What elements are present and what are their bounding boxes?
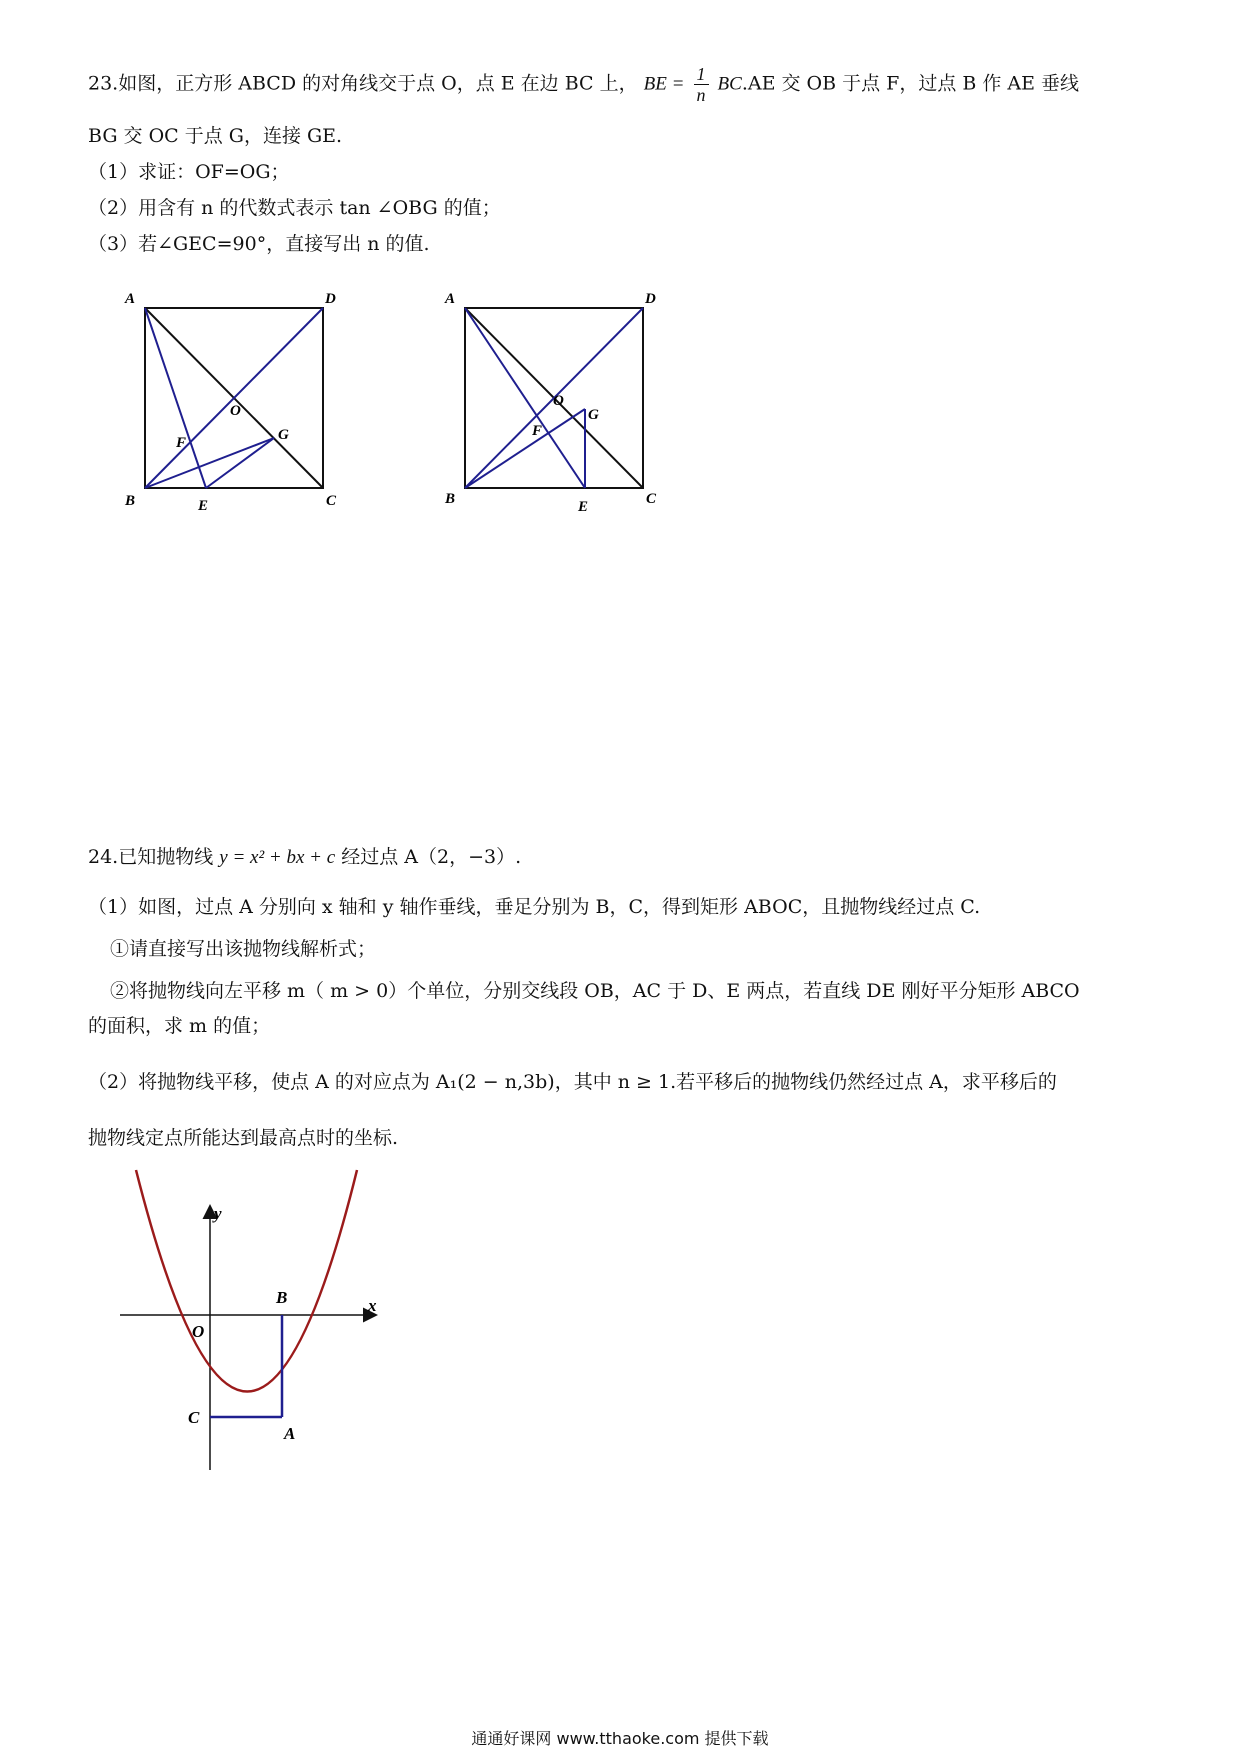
q23-fraction — [694, 64, 709, 105]
q24-equation: y = x² + bx + c — [219, 847, 336, 868]
fig1-label-o: O — [230, 403, 241, 419]
q24-part2-b: 抛物线定点所能达到最高点时的坐标. — [88, 1127, 399, 1149]
axis-label-y: y — [214, 1204, 222, 1223]
segment-ae-2 — [465, 308, 585, 488]
label-b: B — [276, 1288, 288, 1307]
q23-frac-num: 1 — [694, 64, 709, 85]
segment-ae — [145, 308, 206, 488]
fig2-label-g: G — [588, 407, 599, 423]
fig1-label-b: B — [125, 493, 136, 509]
q23-text-a: 23.如图，正方形 ABCD 的对角线交于点 O，点 E 在边 BC 上， — [88, 72, 638, 95]
q24-part1: （1）如图，过点 A 分别向 x 轴和 y 轴作垂线，垂足分别为 B，C，得到矩形 ABOC，且抛物线经过点 C. — [88, 896, 981, 918]
q24-part1-ii-b: 的面积，求 m 的值； — [88, 1015, 271, 1037]
q23-frac-den: n — [696, 85, 706, 105]
fig2-label-e: E — [578, 499, 589, 515]
parabola-curve — [136, 1170, 357, 1392]
label-o: O — [192, 1322, 205, 1341]
fig2-label-d: D — [645, 291, 656, 307]
fig2-label-b: B — [445, 491, 456, 507]
label-c: C — [188, 1408, 200, 1427]
fig2-label-c: C — [646, 491, 657, 507]
page-footer: 通通好课网 www.tthaoke.com 提供下载 — [471, 1729, 769, 1748]
q24-part2-a: （2）将抛物线平移，使点 A 的对应点为 A₁(2 − n,3b)，其中 n ≥ 1.若平移后的抛物线仍然经过点 A，求平移后的 — [88, 1071, 1057, 1093]
q23-line1 — [88, 64, 1079, 105]
fig1-label-e: E — [198, 498, 209, 514]
q23-be-lhs: BE = — [643, 73, 685, 95]
axis-label-x: x — [368, 1296, 377, 1315]
q23-line2: BG 交 OC 于点 G，连接 GE. — [88, 125, 343, 147]
fig2-label-f: F — [532, 423, 543, 439]
q23-be-rhs: BC — [717, 73, 742, 95]
q23-part3: （3）若∠GEC=90°，直接写出 n 的值. — [88, 233, 430, 255]
label-a: A — [284, 1424, 296, 1443]
q24-part1-ii-a: ②将抛物线向左平移 m（ m > 0）个单位，分别交线段 OB，AC 于 D、E 两点，若直线 DE 刚好平分矩形 ABCO — [110, 980, 1080, 1002]
segment-bg — [145, 438, 274, 488]
fig2-label-a: A — [445, 291, 456, 307]
q23-part2: （2）用含有 n 的代数式表示 tan ∠OBG 的值； — [88, 197, 501, 219]
fig1-label-f: F — [176, 435, 187, 451]
segment-ge — [206, 438, 274, 488]
q24-line1 — [88, 843, 521, 872]
fig1-label-d: D — [325, 291, 336, 307]
q24-parabola-figure — [110, 1165, 400, 1485]
fig2-label-o: O — [553, 393, 564, 409]
q23-figure-2 — [440, 285, 690, 525]
q24-text-b: 经过点 A（2，−3）. — [341, 846, 522, 868]
fig1-label-g: G — [278, 427, 289, 443]
q23-text-b: .AE 交 OB 于点 F，过点 B 作 AE 垂线 — [741, 72, 1080, 95]
q23-part1: （1）求证：OF=OG； — [88, 161, 290, 183]
q23-figure-1 — [120, 285, 370, 525]
q24-text-a: 24.已知抛物线 — [88, 846, 214, 868]
segment-bg-2 — [465, 409, 585, 488]
fig1-label-a: A — [125, 291, 136, 307]
q24-part1-i: ①请直接写出该抛物线解析式； — [110, 938, 377, 960]
fig1-label-c: C — [326, 493, 337, 509]
